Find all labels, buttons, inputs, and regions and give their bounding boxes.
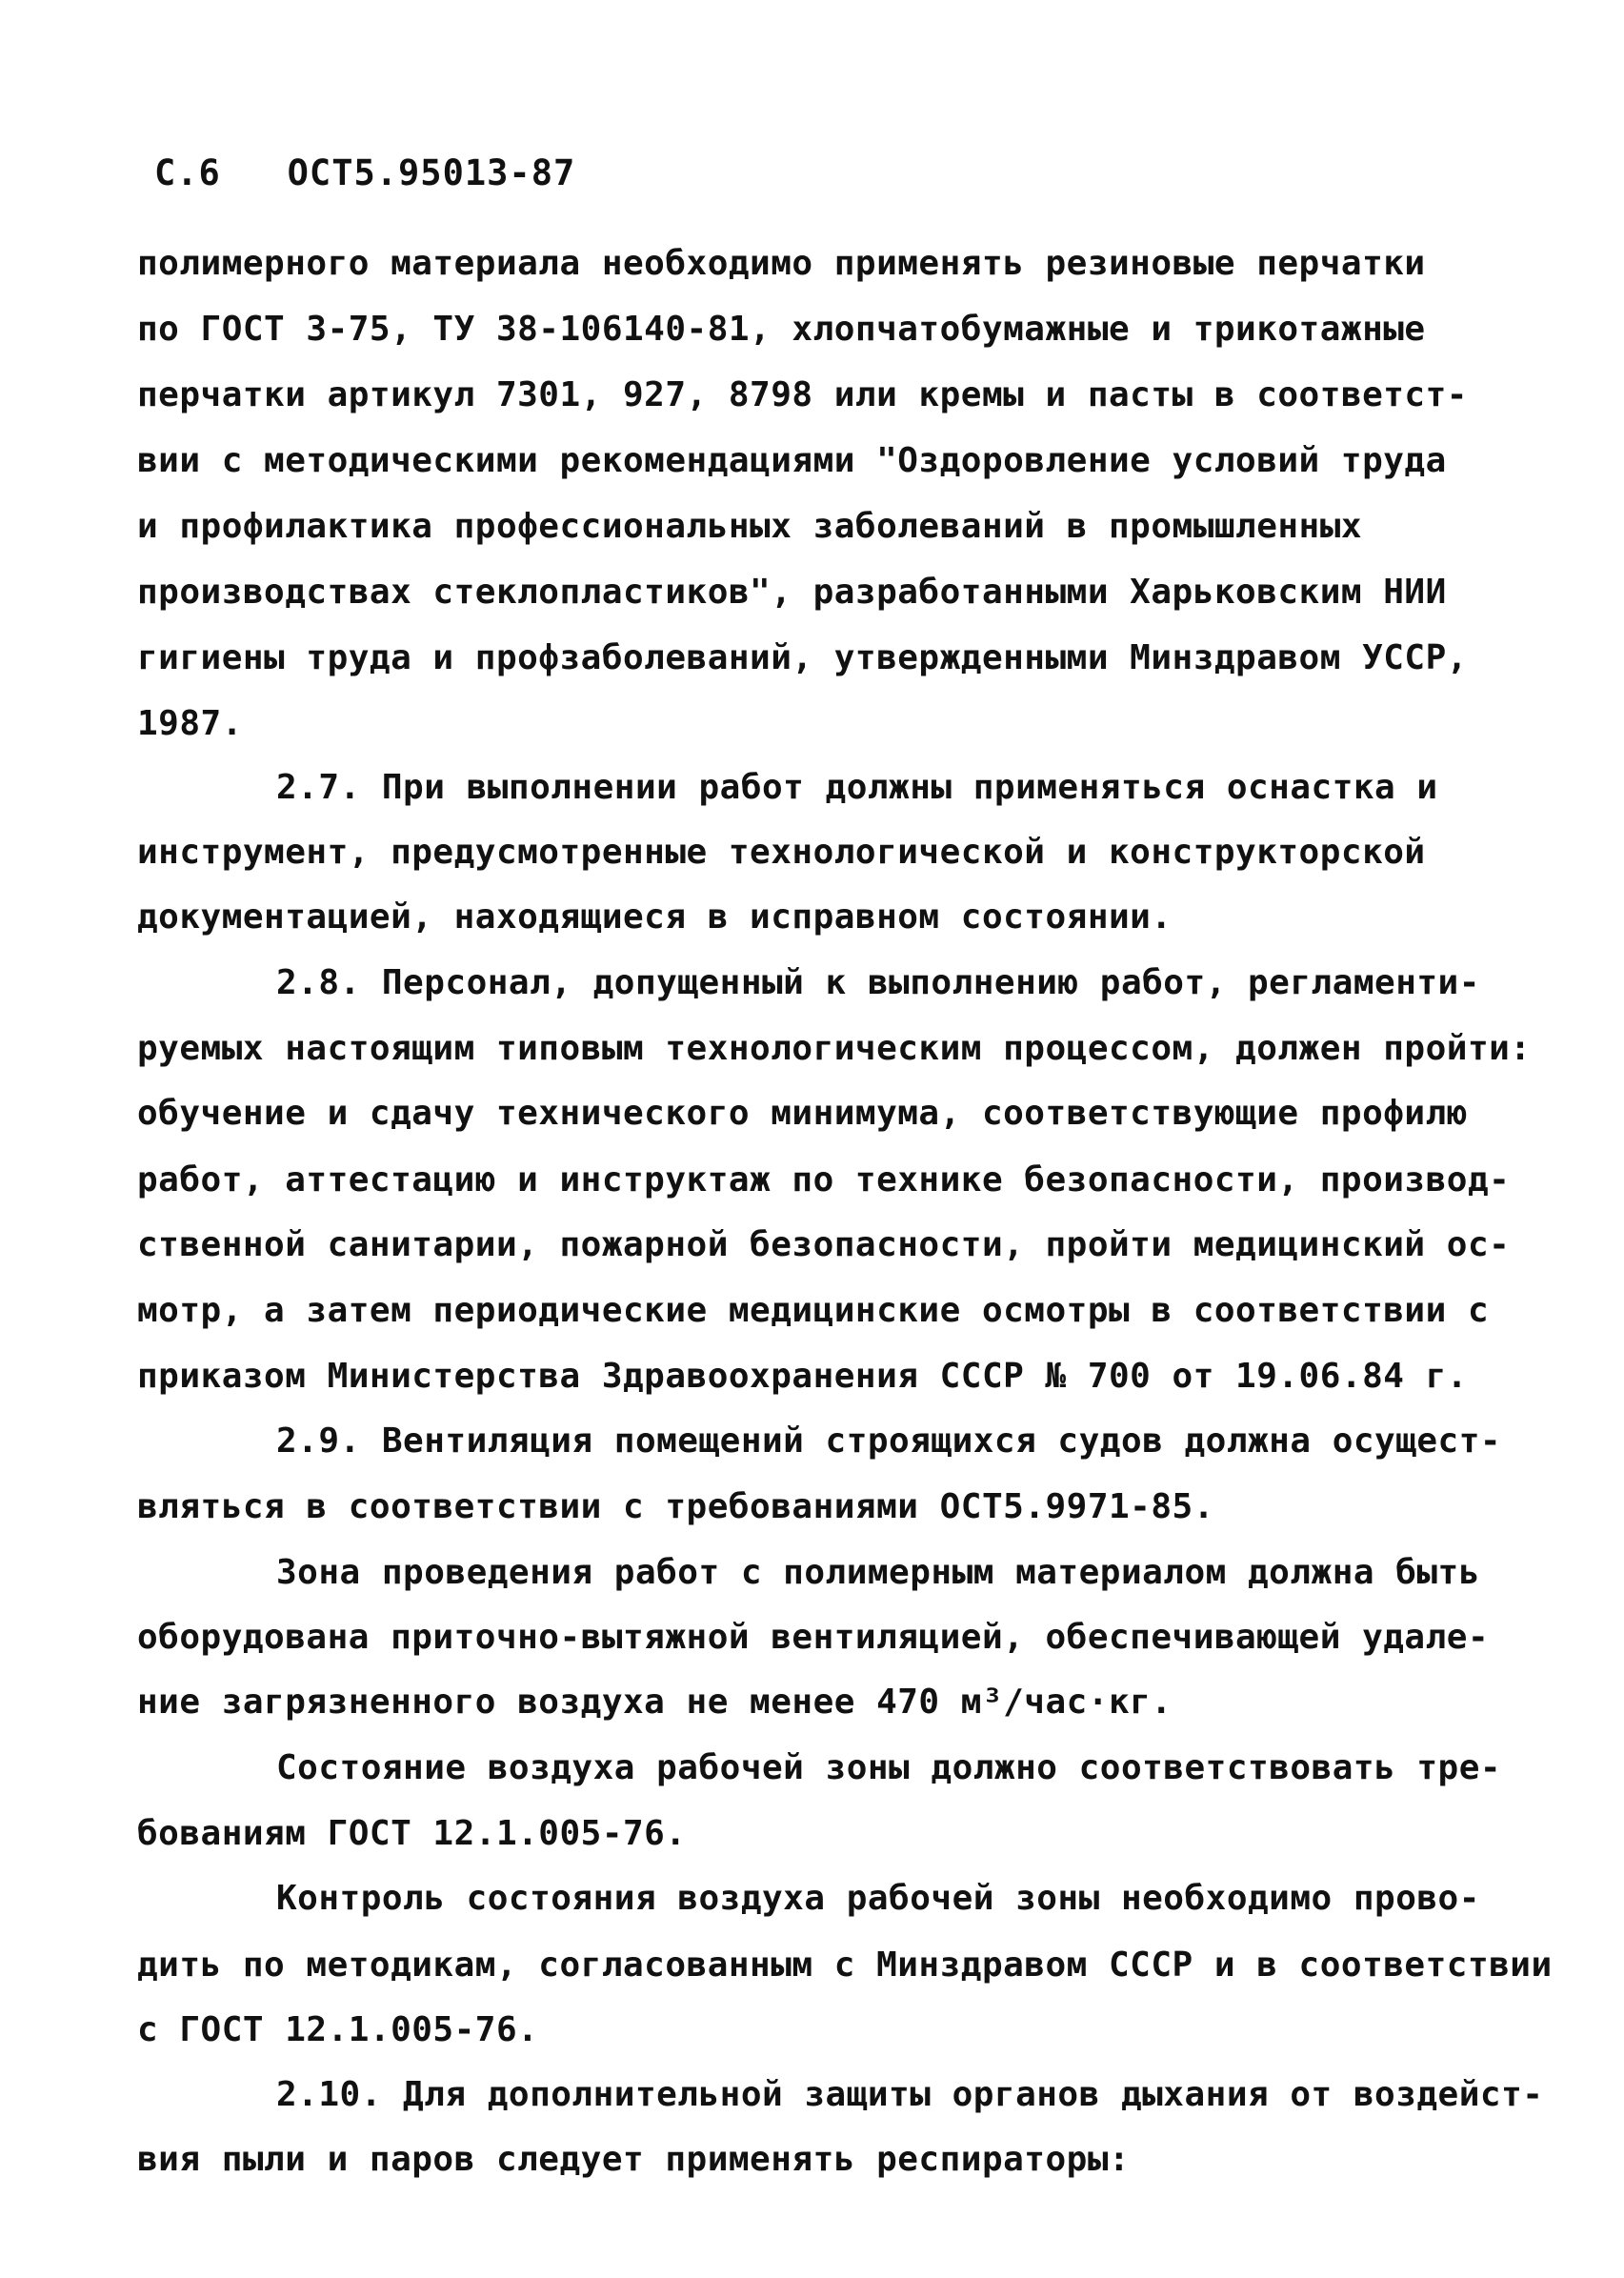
paragraph-first-line: 2.7. При выполнении работ должны применяться оснастка и [276, 768, 1438, 807]
paragraph-first-line: Состояние воздуха рабочей зоны должно соответствовать тре- [276, 1748, 1502, 1787]
text-line: гигиены труда и профзаболеваний, утвержденными Минздравом УССР, [137, 638, 1468, 677]
text-line: с ГОСТ 12.1.005-76. [137, 2010, 539, 2049]
text-line: и профилактика профессиональных заболеваний в промышленных [137, 507, 1363, 546]
text-line: вляться в соответствии с требованиями ОСТ5.9971-85. [137, 1487, 1214, 1526]
text-line: ние загрязненного воздуха не менее 470 м³/час·кг. [137, 1683, 1173, 1722]
text-line: приказом Министерства Здравоохранения СССР № 700 от 19.06.84 г. [137, 1357, 1468, 1396]
paragraph-first-line: 2.10. Для дополнительной защиты органов дыхания от воздейст- [276, 2075, 1544, 2114]
text-line: оборудована приточно-вытяжной вентиляцией, обеспечивающей удале- [137, 1618, 1490, 1657]
text-line: мотр, а затем периодические медицинские осмотры в соответствии с [137, 1291, 1490, 1330]
text-line: работ, аттестацию и инструктаж по технике безопасности, производ- [137, 1160, 1511, 1199]
page-number: С.6 [154, 152, 221, 193]
text-line: полимерного материала необходимо применять резиновые перчатки [137, 244, 1426, 283]
paragraph-first-line: Зона проведения работ с полимерным материалом должна быть [276, 1553, 1480, 1592]
text-line: документацией, находящиеся в исправном состоянии. [137, 897, 1173, 937]
text-line: руемых настоящим типовым технологическим процессом, должен пройти: [137, 1029, 1532, 1068]
document-code: ОСТ5.95013-87 [287, 152, 576, 193]
text-line: перчатки артикул 7301, 927, 8798 или кремы и пасты в соответст- [137, 375, 1468, 414]
text-line: вия пыли и паров следует применять респираторы: [137, 2140, 1131, 2179]
paragraph-first-line: Контроль состояния воздуха рабочей зоны необходимо прово- [276, 1879, 1480, 1918]
text-line: дить по методикам, согласованным с Минздравом СССР и в соответствии [137, 1945, 1553, 1985]
paragraph-first-line: 2.9. Вентиляция помещений строящихся судов должна осущест- [276, 1421, 1502, 1461]
text-line: по ГОСТ 3-75, ТУ 38-106140-81, хлопчатобумажные и трикотажные [137, 310, 1426, 349]
page-header [154, 152, 575, 193]
text-line: ственной санитарии, пожарной безопасности, пройти медицинский ос- [137, 1225, 1511, 1264]
text-line: производствах стеклопластиков", разработанными Харьковским НИИ [137, 573, 1447, 612]
text-line: обучение и сдачу технического минимума, соответствующие профилю [137, 1094, 1468, 1133]
paragraph-first-line: 2.8. Персонал, допущенный к выполнению работ, регламенти- [276, 963, 1480, 1002]
text-line: вии с методическими рекомендациями "Оздоровление условий труда [137, 441, 1447, 480]
text-line: бованиям ГОСТ 12.1.005-76. [137, 1814, 687, 1853]
text-line: 1987. [137, 704, 243, 743]
text-line: инструмент, предусмотренные технологической и конструкторской [137, 833, 1426, 872]
